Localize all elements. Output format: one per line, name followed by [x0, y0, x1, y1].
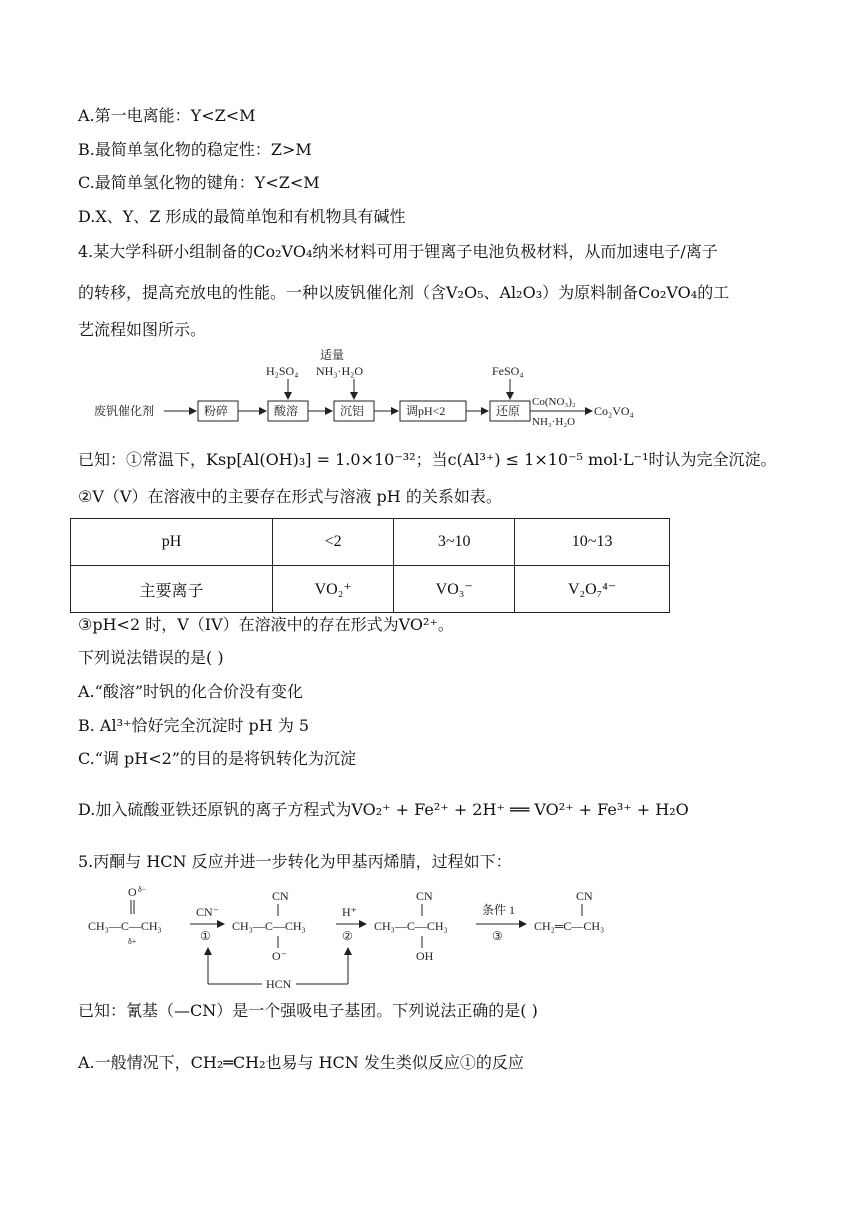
q4-option-c: C.“调 pH<2”的目的是将钒转化为沉淀 [78, 749, 356, 768]
step2-number: ② [342, 929, 353, 943]
step1-reagent: CN⁻ [196, 905, 220, 919]
table-cell: pH [71, 519, 273, 566]
q3-option-a: A.第一电离能：Y<Z<M [78, 106, 256, 125]
delta-plus-label: δ+ [128, 937, 137, 946]
table-cell: 3~10 [394, 519, 515, 566]
q5-option-a: A.一般情况下，CH₂═CH₂也易与 HCN 发生类似反应①的反应 [78, 1053, 524, 1072]
q3-option-b: B.最简单氢化物的稳定性：Z>M [78, 140, 312, 159]
flow-step-label: 还原 [496, 404, 521, 418]
table-row [71, 519, 670, 566]
svg-text:CN: CN [272, 889, 289, 903]
flow-step-label: 调pH<2 [406, 404, 446, 418]
svg-text:CH₃—C—CH₃: CH₃—C—CH₃ [88, 919, 162, 933]
q5-known: 已知：氰基（—CN）是一个强吸电子基团。下列说法正确的是( ) [78, 1001, 538, 1020]
svg-text:OH: OH [416, 949, 434, 963]
reagent-nh3: NH₃·H₂O [316, 364, 364, 378]
svg-text:CN: CN [576, 889, 593, 903]
flow-step-label: 沉铝 [340, 404, 365, 418]
delta-minus-label: δ− [138, 885, 147, 894]
q4-option-d: D.加入硫酸亚铁还原钒的离子方程式为VO₂⁺ + Fe²⁺ + 2H⁺ ══ VO²⁺ + Fe³⁺ + H₂O [78, 800, 689, 819]
flow-product: Co₂VO₄ [594, 404, 634, 418]
q5-stem: 5.丙酮与 HCN 反应并进一步转化为甲基丙烯腈，过程如下： [78, 852, 512, 871]
flow-step-label: 粉碎 [204, 404, 229, 418]
svg-text:O⁻: O⁻ [272, 949, 287, 963]
q4-question: 下列说法错误的是( ) [78, 648, 224, 667]
final-reagent-bottom: NH₃·H₂O [532, 416, 576, 428]
table-cell: 主要离子 [71, 566, 273, 613]
svg-text:CH₃—C—CH₃: CH₃—C—CH₃ [232, 919, 306, 933]
table-row [71, 566, 670, 613]
q4-option-a: A.“酸溶”时钒的化合价没有变化 [78, 682, 304, 701]
svg-text:CH₃—C—CH₃: CH₃—C—CH₃ [374, 919, 448, 933]
step3-condition: 条件 1 [482, 903, 516, 917]
q3-option-d: D.X、Y、Z 形成的最简单饱和有机物具有碱性 [78, 207, 406, 226]
hcn-label: HCN [266, 977, 292, 991]
svg-text:O: O [128, 885, 137, 899]
step2-reagent: H⁺ [342, 905, 357, 919]
flow-start-label: 废钒催化剂 [94, 404, 155, 418]
svg-text:CH₂═C—CH₃: CH₂═C—CH₃ [534, 919, 605, 933]
q4-known-2: ②V（V）在溶液中的主要存在形式与溶液 pH 的关系如表。 [78, 487, 502, 506]
q4-stem-line2: 的转移，提高充放电的性能。一种以废钒催化剂（含V₂O₅、Al₂O₃）为原料制备Co₂VO₄的工 [78, 283, 730, 302]
reaction-scheme [86, 884, 646, 996]
q4-option-b: B. Al³⁺恰好完全沉淀时 pH 为 5 [78, 716, 310, 735]
q3-option-c: C.最简单氢化物的键角：Y<Z<M [78, 173, 320, 192]
step1-number: ① [200, 929, 211, 943]
step3-number: ③ [492, 929, 503, 943]
q4-known-3: ③pH<2 时，V（IV）在溶液中的存在形式为VO²⁺。 [78, 615, 454, 634]
q4-known-1: 已知：①常温下，Ksp[Al(OH)₃] = 1.0×10⁻³²；当c(Al³⁺) ≤ 1×10⁻⁵ mol·L⁻¹时认为完全沉淀。 [78, 450, 777, 469]
process-flow-diagram [90, 345, 670, 437]
svg-text:CN: CN [416, 889, 433, 903]
reagent-nh3-top: 适量 [320, 348, 345, 362]
table-cell: VO₂⁺ [273, 566, 394, 613]
reagent-acid: H₂SO₄ [266, 364, 299, 378]
q4-stem-line3: 艺流程如图所示。 [78, 320, 207, 339]
vanadium-species-table [70, 518, 670, 613]
table-cell: V₂O₇⁴⁻ [515, 566, 670, 613]
q4-stem-line1: 4.某大学科研小组制备的Co₂VO₄纳米材料可用于锂离子电池负极材料，从而加速电子/离子 [78, 242, 718, 261]
flow-step-label: 酸溶 [274, 404, 299, 418]
reagent-feso4: FeSO₄ [492, 364, 524, 378]
table-cell: 10~13 [515, 519, 670, 566]
table-cell: <2 [273, 519, 394, 566]
table-cell: VO₃⁻ [394, 566, 515, 613]
final-reagent-top: Co(NO₃)₂ [532, 396, 576, 408]
